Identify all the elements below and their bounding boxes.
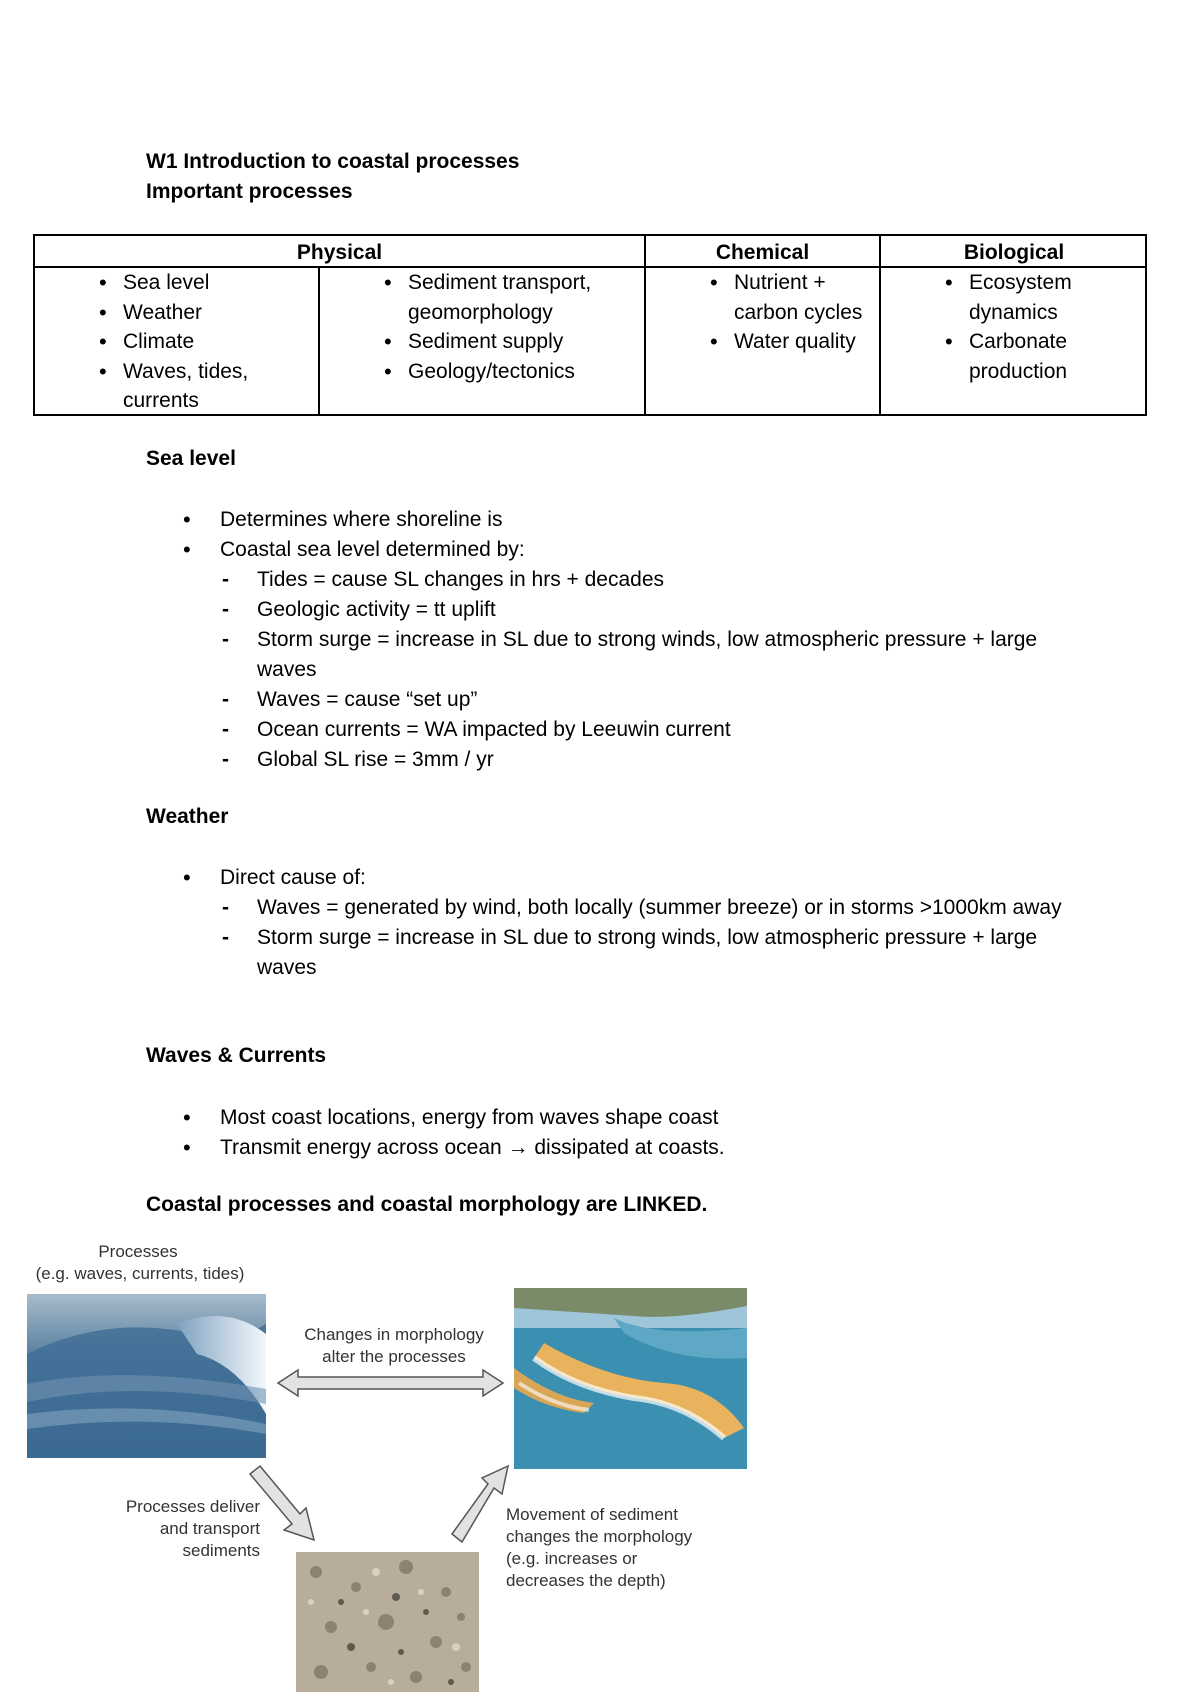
movement-label-line-4: decreases the depth)	[506, 1571, 666, 1590]
list-item: • Nutrient + carbon cycles	[696, 268, 876, 327]
wave-photo	[27, 1294, 266, 1458]
sediment-photo	[296, 1552, 479, 1692]
list-item: • Most coast locations, energy from waves shape coast	[183, 1103, 1063, 1133]
sea-level-list	[183, 505, 1063, 775]
section-heading-weather: Weather	[146, 805, 229, 828]
deliver-label	[100, 1496, 260, 1562]
changes-label-line-1: Changes in morphology	[304, 1325, 484, 1344]
deliver-label-line-1: Processes deliver	[125, 1497, 260, 1516]
list-item: - Waves = cause “set up”	[220, 685, 1063, 715]
deliver-label-line-2: and transport	[159, 1519, 260, 1538]
waves-currents-list	[183, 1103, 1063, 1163]
movement-label-line-1: Movement of sediment	[506, 1505, 678, 1524]
list-item: • Waves, tides, currents	[85, 357, 285, 416]
list-item: • Transmit energy across ocean → dissipated at coasts.	[183, 1133, 1063, 1163]
list-item: • Determines where shoreline is	[183, 505, 1063, 535]
table-header-physical: Physical	[296, 241, 383, 264]
movement-label-line-3: (e.g. increases or	[506, 1549, 638, 1568]
arrow-up-right-icon	[448, 1464, 512, 1544]
list-item: - Geologic activity = tt uplift	[220, 595, 1063, 625]
list-item: • Weather	[85, 298, 285, 328]
movement-label	[506, 1504, 746, 1592]
physical-cell-1	[85, 268, 285, 416]
changes-label	[282, 1324, 506, 1368]
coast-aerial-photo	[514, 1288, 747, 1469]
list-item: • Climate	[85, 327, 285, 357]
changes-label-line-2: alter the processes	[322, 1347, 466, 1366]
table-header-chemical: Chemical	[715, 241, 810, 264]
list-item-label: Coastal sea level determined by:	[220, 538, 525, 561]
list-item: - Ocean currents = WA impacted by Leeuwin current	[220, 715, 1063, 745]
list-item: • Sediment supply	[370, 327, 635, 357]
list-item: • Ecosystem dynamics	[931, 268, 1131, 327]
document-subtitle: Important processes	[146, 180, 353, 203]
list-item	[183, 863, 1063, 983]
processes-examples-label: (e.g. waves, currents, tides)	[35, 1264, 245, 1283]
double-arrow-icon	[276, 1368, 505, 1398]
weather-list	[183, 863, 1063, 983]
section-heading-linked: Coastal processes and coastal morphology are LINKED.	[146, 1193, 708, 1216]
list-item	[183, 535, 1063, 775]
list-item: - Storm surge = increase in SL due to strong winds, low atmospheric pressure + large waves	[220, 625, 1063, 685]
list-item: • Sediment transport, geomorphology	[370, 268, 635, 327]
list-item: • Water quality	[696, 327, 876, 357]
section-heading-waves-currents: Waves & Currents	[146, 1044, 327, 1067]
list-item: • Geology/tectonics	[370, 357, 635, 387]
physical-cell-2	[370, 268, 635, 386]
list-item: - Global SL rise = 3mm / yr	[220, 745, 1063, 775]
processes-table	[33, 234, 1147, 416]
table-header-biological: Biological	[963, 241, 1065, 264]
list-item: - Tides = cause SL changes in hrs + decades	[220, 565, 1063, 595]
list-item: • Carbonate production	[931, 327, 1131, 386]
list-item: - Storm surge = increase in SL due to strong winds, low atmospheric pressure + large waves	[220, 923, 1063, 983]
processes-label: Processes	[98, 1242, 178, 1261]
movement-label-line-2: changes the morphology	[506, 1527, 693, 1546]
chemical-cell	[696, 268, 876, 357]
document-title: W1 Introduction to coastal processes	[146, 150, 520, 173]
biological-cell	[931, 268, 1131, 386]
section-heading-sea-level: Sea level	[146, 447, 236, 470]
list-item: - Waves = generated by wind, both locally (summer breeze) or in storms >1000km away	[220, 893, 1063, 923]
deliver-label-line-3: sediments	[182, 1541, 260, 1560]
list-item-label: Direct cause of:	[220, 866, 366, 889]
list-item: • Sea level	[85, 268, 285, 298]
